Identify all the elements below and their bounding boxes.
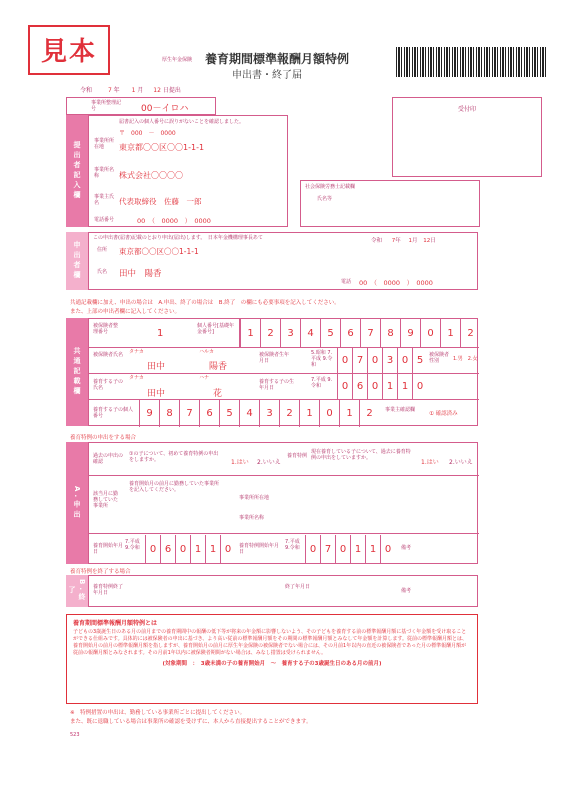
explain-period: (対象期間 ： 3歳未満の子の養育開始月 ～ 養育する子の3歳誕生日のある月の前月) (162, 661, 382, 667)
common-box: 被保険者整理番号 1 個人番号[基礎年金番号] 1 2 3 4 5 6 7 8 9 0 1 2 被保険者氏名 タナカ ハルカ 田中 陽香 被保険者生年月日 5.昭和 7.平成 9.令和 0 7 0 3 0 5 被保険者性別 1.男 2.女 養育する子の氏名 タナカ ハナ 田中 花 養育する子の生年月日 7.平成 9.令和 0 6 0 1 1 0 養育する子の個人番号 9 8 7 6 5 4 3 2 1 0 1 2 事業主確認欄 ① 確認済み (88, 318, 478, 426)
applicant-name: 田中 陽香 (119, 269, 162, 279)
digit-cell: 9 (139, 399, 159, 427)
digit-cell: 0 (367, 347, 382, 373)
birth-digits (337, 347, 427, 373)
explain-title: 養育期間標準報酬月額特例とは (73, 620, 158, 627)
insurance-label: 厚生年金保険 (162, 57, 193, 63)
explain-box (66, 614, 478, 704)
digit-cell: 1 (382, 373, 397, 399)
digit-cell: 6 (340, 319, 360, 347)
digit-cell: 7 (360, 319, 380, 347)
office-code-value: 00－イロハ (141, 104, 189, 114)
digit-cell: 1 (365, 535, 380, 563)
barcode (396, 47, 546, 77)
digit-cell: 2 (279, 399, 299, 427)
digit-cell: 0 (380, 535, 395, 563)
digit-cell: 7 (320, 535, 335, 563)
digit-cell: 1 (339, 399, 359, 427)
gender-value: 1.男 2.女 (453, 356, 478, 362)
insured-mei: 陽香 (209, 362, 228, 372)
digit-cell: 0 (335, 535, 350, 563)
digit-cell: 1 (397, 373, 412, 399)
child-sei: 田中 (147, 389, 166, 399)
digit-cell: 1 (350, 535, 365, 563)
digit-cell: 2 (260, 319, 280, 347)
insured-sei: 田中 (147, 362, 166, 372)
digit-cell: 9 (400, 319, 420, 347)
digit-cell: 1 (440, 319, 460, 347)
section-a-box: 過去の申出の確認 ①の子について、初めて養育特例の申出をしますか。 1.はい 2.いいえ 養育特例 現在養育している子について、過去に養育特例の申出をしていますか。 1.はい 2.いいえ 該当月に勤務していた事業所 養育開始月の前月に勤務していた事業所を記入してください。 事業所所在地 事業所名称 養育開始年月日 7.平成 9.令和 0 6 0 1 1 0 養育特例開始年月日 7.平成 9.令和 0 7 0 1 1 0 備考 (88, 442, 478, 564)
digit-cell: 0 (412, 373, 427, 399)
applicant-box: この申出書(届書)記載のとおり申出(届出)します。 日本年金機構理事長あて 令和 7年 1月 12日 住所 東京都〇〇区〇〇1-1-1 氏名 田中 陽香 電話 00 （ 0000 ） 0000 (88, 232, 478, 290)
digit-cell: 6 (352, 373, 367, 399)
instruction-line2: また、上部の申出者欄に記入してください。 (70, 309, 181, 315)
digit-cell: 6 (160, 535, 175, 563)
applicant-address: 東京都〇〇区〇〇1-1-1 (119, 247, 199, 256)
child-mynum-digits (139, 399, 379, 427)
submitter-box: 届書記入の個人番号に誤りがないことを確認しました。 〒 000 － 0000 事業所所在地 東京都〇〇区〇〇1-1-1 事業所名称 株式会社〇〇〇〇 事業主氏名 代表取締役 佐藤 一郎 電話番号 00 （ 0000 ） 0000 (88, 115, 288, 227)
sr-box: 社会保険労務士記載欄 氏名等 (300, 180, 480, 227)
digit-cell: 3 (259, 399, 279, 427)
office-address: 東京都〇〇区〇〇1-1-1 (119, 143, 205, 152)
digit-cell: 1 (299, 399, 319, 427)
q1-no: 2.いいえ (257, 459, 281, 466)
submitter-side-label: 提出者記入欄 (66, 115, 88, 227)
digit-cell: 0 (175, 535, 190, 563)
child-birth-digits (337, 373, 427, 399)
digit-cell: 0 (420, 319, 440, 347)
applicant-tel: 00 （ 0000 ） 0000 (359, 279, 433, 287)
section-a-side-label: A.申出 (66, 442, 88, 564)
digit-cell: 2 (460, 319, 480, 347)
submit-date: 令和 7 年 1 月 12 日提出 (80, 87, 181, 94)
explain-body: 子どもの3歳誕生日のある月の前月までの養育期間中の報酬の低下等が将来の年金額に影響しないよう、その子どもを養育する前の標準報酬月額に基づく年金額を受け取ることができる仕組みです。具体的には被保険者の申出に基づき、より高い従前の標準報酬月額をその期間の標準報酬月額とみなして年金額を計算します。従前の標準報酬月額とは、養育開始月の前月の標準報酬月額を指しますが、養育開始月の前月に厚生年金保険の被保険者でない場合には、その月前1年以内の直近の被保険者であった月の標準報酬月額が従前の報酬月額とみなされます。その月前1年以内に被保険者期間がない場合は、みなし措置は受けられません。 (73, 629, 468, 656)
section-b-heading: 養育特例を終了する場合 (70, 569, 131, 575)
applicant-side-label: 申出者欄 (66, 232, 88, 290)
digit-cell: 0 (367, 373, 382, 399)
digit-cell: 2 (359, 399, 379, 427)
digit-cell: 8 (159, 399, 179, 427)
digit-cell: 1 (190, 535, 205, 563)
office-name: 株式会社〇〇〇〇 (119, 171, 183, 180)
digit-cell: 7 (179, 399, 199, 427)
digit-cell: 0 (337, 373, 352, 399)
digit-cell: 1 (205, 535, 220, 563)
form-subtitle: 申出書・終了届 (232, 70, 302, 81)
digit-cell: 6 (199, 399, 219, 427)
common-side-label: 共通記載欄 (66, 318, 88, 426)
mynum-digits (239, 319, 480, 347)
digit-cell: 0 (337, 347, 352, 373)
start-digits (145, 535, 235, 563)
digit-cell: 4 (300, 319, 320, 347)
q2-no: 2.いいえ (449, 459, 473, 466)
q1-yes: 1.はい (231, 459, 249, 466)
confirm-value: ① 確認済み (429, 411, 458, 417)
note-1: ※ 特例措置の申出は、勤務している事業所ごとに提出してください。 (70, 710, 246, 716)
note-2: また、既に退職している場合は事業所の確認を受けずに、本人から直接提出することができます。 (70, 719, 312, 725)
mihon-stamp: 見本 (28, 25, 110, 75)
digit-cell: 3 (280, 319, 300, 347)
digit-cell: 0 (305, 535, 320, 563)
insured-number: 1 (157, 328, 164, 339)
office-code-box: 事業所整理記号 00－イロハ (66, 97, 216, 115)
digit-cell: 5 (412, 347, 427, 373)
digit-cell: 4 (239, 399, 259, 427)
child-mei: 花 (213, 389, 223, 399)
office-tel: 00 （ 0000 ） 0000 (137, 217, 211, 225)
form-code: 523 (70, 732, 80, 738)
owner-name: 代表取締役 佐藤 一郎 (119, 197, 202, 206)
digit-cell: 0 (397, 347, 412, 373)
receipt-box: 受付印 (392, 97, 542, 177)
q2-yes: 1.はい (421, 459, 439, 466)
digit-cell: 8 (380, 319, 400, 347)
digit-cell: 7 (352, 347, 367, 373)
digit-cell: 0 (319, 399, 339, 427)
section-b-side-label: B.終了 (66, 575, 88, 607)
digit-cell: 3 (382, 347, 397, 373)
digit-cell: 0 (220, 535, 235, 563)
form-title: 養育期間標準報酬月額特例 (205, 52, 350, 66)
digit-cell: 1 (240, 319, 260, 347)
digit-cell: 5 (219, 399, 239, 427)
instruction-line1: 共通記載欄に加え、申出の場合は A.申出、終了の場合は B.終了 の欄にも必要事項を記入してください。 (70, 300, 340, 306)
section-a-heading: 養育特例の申出をする場合 (70, 435, 137, 441)
section-b-box: 養育特例終了年月日 終了年月日 備考 (88, 575, 478, 607)
end-digits (305, 535, 395, 563)
digit-cell: 0 (145, 535, 160, 563)
digit-cell: 5 (320, 319, 340, 347)
